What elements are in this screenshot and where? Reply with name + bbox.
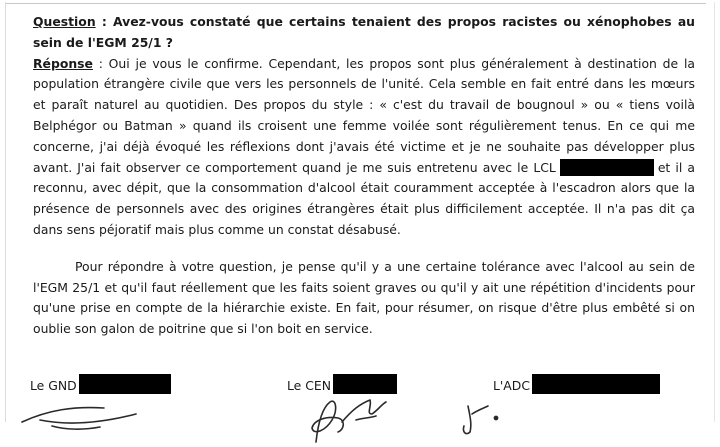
adc-signature-dot bbox=[494, 416, 497, 419]
question-block bbox=[33, 12, 695, 54]
question-label: Question bbox=[33, 14, 96, 29]
page-right-border bbox=[714, 2, 715, 422]
second-paragraph: Pour répondre à votre question, je pense qu'il y a une certaine tolérance avec l'alcool au sein de l'EGM 25/1 et qu'il faut réellement que les faits soient graves ou qu'il y ait une répétition d'incidents pour qu'une prise en compte de la hiérarchie existe. En fait, pour résumer, on risque d'être plus embêté si on oublie son galon de poitrine que si l'on boit en service. bbox=[33, 258, 695, 337]
signature-gnd-label: Le GND bbox=[30, 378, 77, 393]
question-text: : Avez-vous constaté que certains tenaient des propos racistes ou xénophobes au sein de l'EGM 25/1 ? bbox=[33, 14, 695, 50]
response-paragraph bbox=[33, 54, 695, 241]
response-text-part1: : Oui je vous le confirme. Cependant, les propos sont plus généralement à destination de la population étrangère civile que vers les personnels de l'unité. Cela semble en fait entré dans les mœurs et paraît naturel au quotidien. Des propos du style : « c'est du travail de bougnoul » ou « tiens voilà Belphégor ou Batman » quand ils croisent une femme voilée sont régulièrement tenus. En ce qui me concerne, j'ai déjà évoqué les réflexions dont j'avais été victime et je ne souhaite pas développer plus avant. J'ai fait observer ce comportement quand je me suis entretenu avec le LCL bbox=[33, 55, 695, 175]
response-text-part2: et il a reconnu, avec dépit, que la consommation d'alcool était couramment acceptée à l'escadron alors que la présence de personnels avec des origines étrangères était plus difficilement acceptée. Il n'a pas dit ça dans sens péjoratif mais plus comme un constat désabusé. bbox=[33, 159, 695, 237]
cen-signature-scribble bbox=[312, 400, 386, 442]
page-left-border bbox=[5, 2, 6, 422]
signature-adc-label: L'ADC bbox=[493, 378, 530, 393]
redaction-lcl-name bbox=[560, 159, 654, 176]
gnd-signature-scribble bbox=[22, 408, 136, 430]
signature-cen-label: Le CEN bbox=[287, 378, 331, 393]
testimony-text bbox=[33, 12, 695, 340]
page-top-border bbox=[6, 3, 706, 4]
adc-signature-scribble bbox=[463, 406, 488, 434]
handwritten-signatures bbox=[0, 380, 720, 447]
response-label: Réponse bbox=[33, 55, 93, 71]
